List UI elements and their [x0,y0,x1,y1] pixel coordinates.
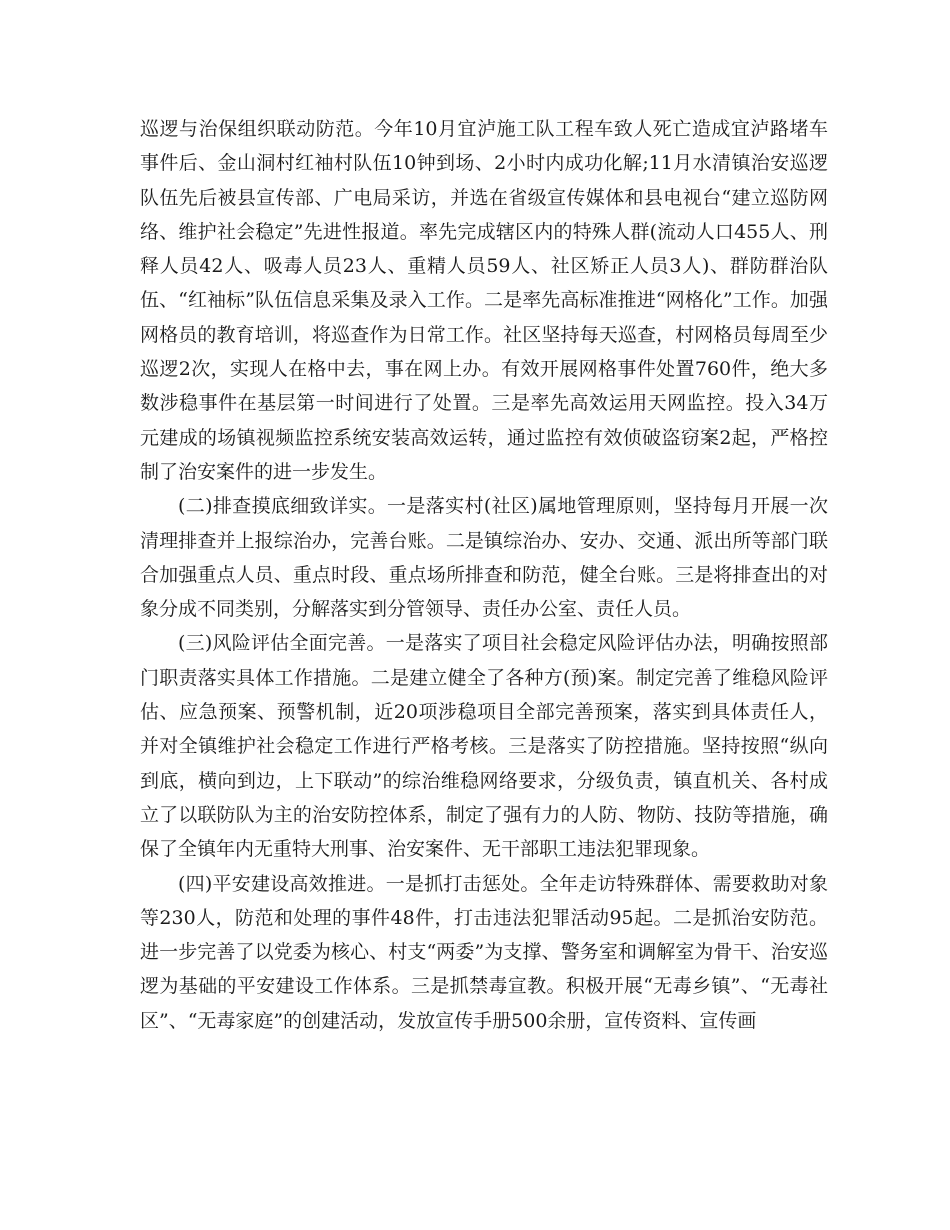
paragraph-2: (二)排查摸底细致详实。一是落实村(社区)属地管理原则，坚持每月开展一次清理排查并上报综治办，完善台账。二是镇综治办、安办、交通、派出所等部门联合加强重点人员、重点时段、重点场所排查和防范，健全台账。三是将排查出的对象分成不同类别，分解落实到分管领导、责任办公室、责任人员。 [140,495,828,621]
paragraph-3: (三)风险评估全面完善。一是落实了项目社会稳定风险评估办法，明确按照部门职责落实具体工作措施。二是建立健全了各种方(预)案。制定完善了维稳风险评估、应急预案、预警机制，近20项涉稳项目全部完善预案，落实到具体责任人，并对全镇维护社会稳定工作进行严格考核。三是落实了防控措施。坚持按照“纵向到底，横向到边，上下联动”的综治维稳网络要求，分级负责，镇直机关、各村成立了以联防队为主的治安防控体系，制定了强有力的人防、物防、技防等措施，确保了全镇年内无重特大刑事、治安案件、无干部职工违法犯罪现象。 [140,632,828,861]
paragraph-1: 巡逻与治保组织联动防范。今年10月宜泸施工队工程车致人死亡造成宜泸路堵车事件后、金山洞村红袖村队伍10钟到场、2小时内成功化解;11月水清镇治安巡逻队伍先后被县宣传部、广电局采访，并选在省级宣传媒体和县电视台“建立巡防网络、维护社会稳定”先进性报道。率先完成辖区内的特殊人群(流动人口455人、刑释人员42人、吸毒人员23人、重精人员59人、社区矫正人员3人)、群防群治队伍、“红袖标”队伍信息采集及录入工作。二是率先高标准推进“网格化”工作。加强网格员的教育培训，将巡查作为日常工作。社区坚持每天巡查，村网格员每周至少巡逻2次，实现人在格中去，事在网上办。有效开展网格事件处置760件，绝大多数涉稳事件在基层第一时间进行了处置。三是率先高效运用天网监控。投入34万元建成的场镇视频监控系统安装高效运转，通过监控有效侦破盗窃案2起，严格控制了治安案件的进一步发生。 [140,118,828,483]
paragraph-4: (四)平安建设高效推进。一是抓打击惩处。全年走访特殊群体、需要救助对象等230人，防范和处理的事件48件，打击违法犯罪活动95起。二是抓治安防范。进一步完善了以党委为核心、村支“两委”为支撑、警务室和调解室为骨干、治安巡逻为基础的平安建设工作体系。三是抓禁毒宣教。积极开展“无毒乡镇”、“无毒社区”、“无毒家庭”的创建活动，发放宣传手册500余册，宣传资料、宣传画 [140,872,828,1032]
document-body [140,112,828,1038]
